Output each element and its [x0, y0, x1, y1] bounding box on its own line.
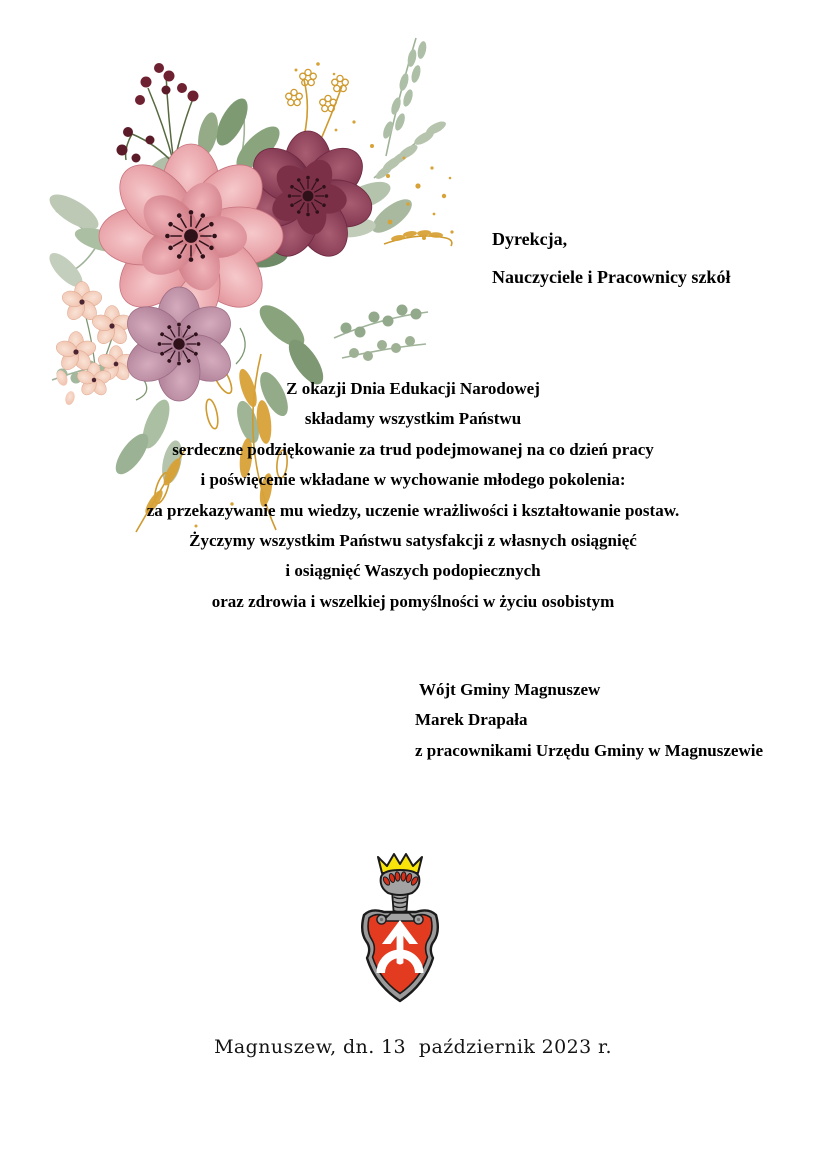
greeting-line: za przekazywanie mu wiedzy, uczenie wrażliwości i kształtowanie postaw.: [146, 500, 680, 520]
addressee-line-2: Nauczyciele i Pracownicy szkół: [492, 267, 731, 287]
date-line: Magnuszew, dn. 13 październik 2023 r.: [214, 1036, 612, 1058]
greeting-body: [0, 374, 826, 617]
greeting-line: składamy wszystkim Państwu: [304, 409, 522, 429]
signature-block: [415, 675, 763, 766]
greeting-line: oraz zdrowia i wszelkiej pomyślności w życiu osobistym: [211, 591, 615, 611]
signature-name: Marek Drapała: [415, 710, 528, 730]
greeting-line: Życzymy wszystkim Państwu satysfakcji z własnych osiągnięć: [189, 531, 637, 551]
greeting-line: i poświęcenie wkładane w wychowanie młodego pokolenia:: [200, 470, 626, 490]
signature-title: Wójt Gminy Magnuszew: [419, 680, 601, 699]
magnuszew-coat-of-arms: [355, 851, 445, 1003]
greeting-line: i osiągnięć Waszych podopiecznych: [285, 561, 541, 581]
greeting-line: serdeczne podziękowanie za trud podejmowanej na co dzień pracy: [172, 439, 654, 459]
addressee-line-1: Dyrekcja,: [492, 229, 568, 249]
addressee-block: [492, 220, 730, 296]
greeting-line: Z okazji Dnia Edukacji Narodowej: [286, 379, 540, 398]
signature-staff: z pracownikami Urzędu Gminy w Magnuszewie: [415, 740, 764, 760]
